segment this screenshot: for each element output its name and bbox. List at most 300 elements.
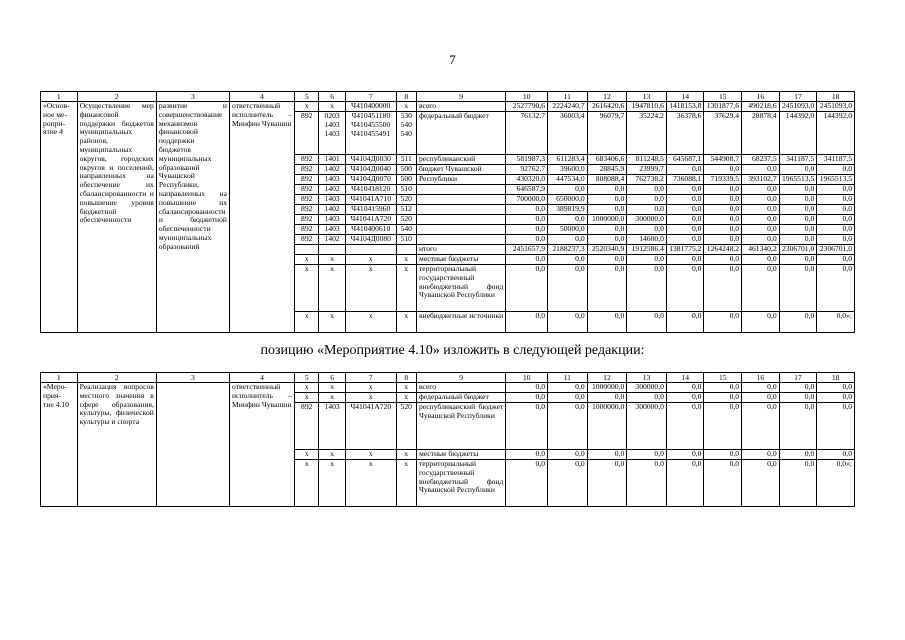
- amount-cell: 0,0: [704, 450, 742, 460]
- expense-type-code-cell: 500: [396, 175, 416, 185]
- amount-cell: 0,0: [704, 185, 742, 195]
- amount-cell: 393102,7: [742, 175, 780, 185]
- amount-cell: 0,0: [627, 255, 667, 265]
- amount-cell: 0,0: [779, 383, 817, 393]
- amount-cell: 0,0: [817, 403, 855, 450]
- section-code-cell: 0203 1403 1403: [319, 112, 345, 155]
- amount-cell: 36003,4: [548, 112, 588, 155]
- amount-cell: 1000000,0: [587, 215, 627, 225]
- amount-cell: 0,0: [779, 225, 817, 235]
- expense-type-code-cell: 520: [396, 403, 416, 450]
- target-item-code-cell: x: [345, 312, 396, 333]
- amount-cell: 0,0: [548, 215, 588, 225]
- column-number-row: [41, 92, 855, 102]
- responsible-executor-cell: ответственный исполнитель – Минфин Чувашии: [230, 383, 295, 507]
- amount-cell: 0,0: [627, 460, 667, 507]
- target-item-code-cell: Ч410451180 Ч410455500 Ч410455491: [345, 112, 396, 155]
- amount-cell: 389819,9: [548, 205, 588, 215]
- amount-cell: 0,0: [704, 225, 742, 235]
- expense-type-code-cell: 511: [396, 155, 416, 165]
- column-number: 3: [156, 92, 229, 102]
- amount-cell: 0,0: [779, 393, 817, 403]
- amount-cell: 0,0: [506, 383, 548, 393]
- amount-cell: 0,0: [704, 312, 742, 333]
- amount-cell: 0,0: [817, 255, 855, 265]
- amount-cell: 0,0: [666, 460, 704, 507]
- column-number: 17: [779, 373, 817, 383]
- column-number: 4: [230, 373, 295, 383]
- amount-cell: 0,0: [666, 312, 704, 333]
- amount-cell: 0,0: [548, 393, 588, 403]
- column-number: 9: [416, 92, 505, 102]
- amount-cell: 0,0: [627, 205, 667, 215]
- amount-cell: 1965513,5: [817, 175, 855, 185]
- amount-cell: 35224,2: [627, 112, 667, 155]
- funding-source-cell: федеральный бюджет: [416, 393, 505, 403]
- expense-type-code-cell: [396, 245, 416, 255]
- amount-cell: 0,0: [779, 460, 817, 507]
- amount-cell: 0,0: [548, 403, 588, 450]
- column-number: 11: [548, 92, 588, 102]
- amount-cell: 1301877,6: [704, 102, 742, 112]
- funding-source-cell: Республики: [416, 175, 505, 185]
- expense-type-code-cell: x: [396, 460, 416, 507]
- amount-cell: 0,0: [587, 460, 627, 507]
- amount-cell: 461340,2: [742, 245, 780, 255]
- column-number: 12: [587, 92, 627, 102]
- amount-cell: 2451093,0: [779, 102, 817, 112]
- amount-cell: 0,0: [779, 165, 817, 175]
- amount-cell: 0,0: [506, 235, 548, 245]
- column-number: 5: [295, 373, 319, 383]
- amount-cell: 0,0: [666, 185, 704, 195]
- amount-cell: 0,0: [548, 450, 588, 460]
- target-item-code-cell: Ч41041А720: [345, 403, 396, 450]
- target-item-code-cell: Ч410415960: [345, 205, 396, 215]
- amount-cell: 0,0: [704, 165, 742, 175]
- target-item-code-cell: Ч4104Д0070: [345, 175, 396, 185]
- amount-cell: 581987,3: [506, 155, 548, 165]
- amount-cell: 0,0: [742, 205, 780, 215]
- grbs-code-cell: 892: [295, 235, 319, 245]
- amount-cell: 23999,7: [627, 165, 667, 175]
- amount-cell: 144392,0: [817, 112, 855, 155]
- amount-cell: 0,0: [666, 225, 704, 235]
- column-number: 3: [156, 373, 229, 383]
- amount-cell: 76132,7: [506, 112, 548, 155]
- amount-cell: 0,0: [627, 312, 667, 333]
- amount-cell: 144392,0: [779, 112, 817, 155]
- amount-cell: 0,0: [817, 225, 855, 235]
- amount-cell: 0,0: [506, 393, 548, 403]
- section-code-cell: 1403: [319, 195, 345, 205]
- section-code-cell: x: [319, 383, 345, 393]
- section-code-cell: 1402: [319, 235, 345, 245]
- section-code-cell: 1403: [319, 403, 345, 450]
- funding-source-cell: итого: [416, 245, 505, 255]
- amount-cell: 0,0: [548, 265, 588, 312]
- amount-cell: 1418153,8: [666, 102, 704, 112]
- funding-source-cell: всего: [416, 383, 505, 393]
- expense-type-code-cell: 520: [396, 195, 416, 205]
- target-item-code-cell: x: [345, 450, 396, 460]
- responsible-executor-cell: ответственный исполнитель – Минфин Чувашии: [230, 102, 295, 333]
- expense-type-code-cell: 510: [396, 185, 416, 195]
- amount-cell: 0,0: [666, 393, 704, 403]
- grbs-code-cell: 892: [295, 155, 319, 165]
- grbs-code-cell: 892: [295, 205, 319, 215]
- grbs-code-cell: 892: [295, 215, 319, 225]
- amount-cell: 0,0: [548, 255, 588, 265]
- activity-name-cell: Осуществление мер финансовой поддержки бюджетов муниципальных районов, муниципальных округов, городских округов и поселений, направленных на обеспечение их сбалансированности и повышение уровня бюджетной обеспеченности: [77, 102, 156, 333]
- amount-cell: 0,0: [587, 265, 627, 312]
- amount-cell: 2306701,0: [779, 245, 817, 255]
- column-number: 17: [779, 92, 817, 102]
- table-row: [41, 102, 855, 112]
- column-number: 10: [506, 373, 548, 383]
- expense-type-code-cell: x: [396, 265, 416, 312]
- amount-cell: 92762,7: [506, 165, 548, 175]
- amount-cell: 0,0: [506, 205, 548, 215]
- amount-cell: 0,0: [817, 185, 855, 195]
- amount-cell: 0,0: [779, 185, 817, 195]
- amount-cell: 50000,0: [548, 225, 588, 235]
- amount-cell: 39600,0: [548, 165, 588, 175]
- section-code-cell: 1402: [319, 205, 345, 215]
- amount-cell: 0,0: [666, 383, 704, 393]
- amount-cell: 1381775,2: [666, 245, 704, 255]
- column-number: 1: [41, 92, 78, 102]
- column-number: 12: [587, 373, 627, 383]
- amount-cell: 0,0: [506, 255, 548, 265]
- target-item-code-cell: x: [345, 460, 396, 507]
- activity-4-10-table: [40, 372, 855, 507]
- amount-cell: 0,0: [627, 195, 667, 205]
- section-code-cell: x: [319, 265, 345, 312]
- grbs-code-cell: 892: [295, 112, 319, 155]
- amount-cell: 2224240,7: [548, 102, 588, 112]
- funding-source-cell: [416, 225, 505, 235]
- amount-cell: 0,0: [779, 215, 817, 225]
- section-code-cell: x: [319, 102, 345, 112]
- column-number: 16: [742, 92, 780, 102]
- funding-source-cell: [416, 185, 505, 195]
- amount-cell: 0,0: [704, 460, 742, 507]
- amount-cell: 2527790,6: [506, 102, 548, 112]
- amount-cell: 0,0: [506, 215, 548, 225]
- column-number-row: [41, 373, 855, 383]
- column-number: 16: [742, 373, 780, 383]
- funding-source-cell: республиканский бюджет Чувашской Республики: [416, 403, 505, 450]
- amount-cell: 0,0: [587, 185, 627, 195]
- amount-cell: 1912586,4: [627, 245, 667, 255]
- amount-cell: 2520340,9: [587, 245, 627, 255]
- funding-source-cell: всего: [416, 102, 505, 112]
- column-number: 14: [666, 92, 704, 102]
- column-number: 6: [319, 92, 345, 102]
- amount-cell: 0,0: [666, 195, 704, 205]
- amount-cell: 0,0: [666, 205, 704, 215]
- amount-cell: 0,0: [666, 403, 704, 450]
- amount-cell: 0,0: [817, 393, 855, 403]
- section-code-cell: 1401: [319, 155, 345, 165]
- funding-source-cell: [416, 215, 505, 225]
- funding-source-cell: федеральный бюджет: [416, 112, 505, 155]
- amount-cell: 0,0: [548, 312, 588, 333]
- amount-cell: 0,0: [742, 460, 780, 507]
- expense-type-code-cell: x: [396, 450, 416, 460]
- column-number: 15: [704, 92, 742, 102]
- amount-cell: 0,0: [506, 403, 548, 450]
- amount-cell: 0,0: [704, 195, 742, 205]
- amount-cell: 0,0: [548, 383, 588, 393]
- amount-cell: 0,0: [587, 312, 627, 333]
- amount-cell: 0,0: [779, 255, 817, 265]
- amount-cell: 0,0: [704, 265, 742, 312]
- amount-cell: 0,0: [742, 312, 780, 333]
- funding-source-cell: республиканский: [416, 155, 505, 165]
- grbs-code-cell: x: [295, 460, 319, 507]
- amount-cell: 0,0: [742, 383, 780, 393]
- target-item-code-cell: Ч41041А710: [345, 195, 396, 205]
- expense-type-code-cell: 520: [396, 215, 416, 225]
- expense-type-code-cell: x: [396, 312, 416, 333]
- column-number: 2: [77, 92, 156, 102]
- amount-cell: 0,0: [779, 195, 817, 205]
- amount-cell: 762738,2: [627, 175, 667, 185]
- amount-cell: 646587,9: [506, 185, 548, 195]
- amount-cell: 0,0: [779, 450, 817, 460]
- target-item-code-cell: Ч41041А720: [345, 215, 396, 225]
- amount-cell: 0,0: [627, 265, 667, 312]
- amount-cell: 650000,0: [548, 195, 588, 205]
- amount-cell: 0,0: [587, 450, 627, 460]
- expense-type-code-cell: x: [396, 393, 416, 403]
- amount-cell: 0,0: [704, 255, 742, 265]
- target-item-code-cell: Ч4104Д0030: [345, 155, 396, 165]
- column-number: 10: [506, 92, 548, 102]
- column-number: 13: [627, 92, 667, 102]
- amount-cell: 811248,5: [627, 155, 667, 165]
- amount-cell: 645687,1: [666, 155, 704, 165]
- amount-cell: 0,0: [666, 235, 704, 245]
- amount-cell: 0,0: [666, 255, 704, 265]
- amount-cell: 14600,0: [627, 235, 667, 245]
- amount-cell: 0,0: [704, 403, 742, 450]
- amount-cell: 0,0: [587, 205, 627, 215]
- amount-cell: 0,0: [627, 185, 667, 195]
- amount-cell: 2451657,9: [506, 245, 548, 255]
- activity-code-cell: «Основ- ное ме- ропри- ятие 4: [41, 102, 78, 333]
- expense-type-code-cell: 512: [396, 205, 416, 215]
- amount-cell: 0,0: [587, 255, 627, 265]
- amount-cell: 0,0: [704, 383, 742, 393]
- amount-cell: 0,0: [742, 195, 780, 205]
- amount-cell: 300000,0: [627, 215, 667, 225]
- amount-cell: 0,0: [666, 265, 704, 312]
- amount-cell: 0,0: [817, 165, 855, 175]
- amount-cell: 0,0: [506, 225, 548, 235]
- column-number: 2: [77, 373, 156, 383]
- amount-cell: 700000,0: [506, 195, 548, 205]
- section-code-cell: [319, 245, 345, 255]
- section-code-cell: 1403: [319, 175, 345, 185]
- amount-cell: 2451093,0: [817, 102, 855, 112]
- section-code-cell: 1402: [319, 185, 345, 195]
- funding-source-cell: местные бюджеты: [416, 450, 505, 460]
- amendment-instruction: позицию «Мероприятие 4.10» изложить в следующей редакции:: [260, 343, 645, 358]
- column-number: 13: [627, 373, 667, 383]
- section-code-cell: x: [319, 460, 345, 507]
- amount-cell: 2306701,0: [817, 245, 855, 255]
- column-number: 15: [704, 373, 742, 383]
- column-number: 18: [817, 92, 855, 102]
- section-code-cell: x: [319, 255, 345, 265]
- grbs-code-cell: [295, 245, 319, 255]
- grbs-code-cell: 892: [295, 175, 319, 185]
- amount-cell: 0,0: [587, 225, 627, 235]
- amount-cell: 0,0: [817, 265, 855, 312]
- amount-cell: 808088,4: [587, 175, 627, 185]
- amount-cell: 736088,1: [666, 175, 704, 185]
- amount-cell: 0,0: [779, 235, 817, 245]
- funding-source-cell: территориальный государственный внебюджетный фонд Чувашской Республики: [416, 460, 505, 507]
- grbs-code-cell: x: [295, 312, 319, 333]
- amount-cell: 0,0: [817, 205, 855, 215]
- amount-cell: 0,0: [666, 165, 704, 175]
- grbs-code-cell: x: [295, 255, 319, 265]
- amount-cell: 1965513,5: [779, 175, 817, 185]
- grbs-code-cell: x: [295, 265, 319, 312]
- amount-cell: 0,0: [666, 450, 704, 460]
- activity-goal-cell: развитие и совершенствование механизмов финансовой поддержки бюджетов муниципальных образований Чувашской Республики, направленных на повышение их сбалансированности и бюджетной обеспеченности муниципальных образований: [156, 102, 229, 333]
- amount-cell: 0,0: [779, 312, 817, 333]
- expense-type-code-cell: 540: [396, 225, 416, 235]
- grbs-code-cell: 892: [295, 403, 319, 450]
- target-item-code-cell: x: [345, 265, 396, 312]
- amount-cell: 68237,5: [742, 155, 780, 165]
- amount-cell: 341187,5: [779, 155, 817, 165]
- amount-cell: 0,0: [506, 312, 548, 333]
- funding-source-cell: бюджет Чувашской: [416, 165, 505, 175]
- amount-cell: 0,0: [506, 450, 548, 460]
- amount-cell: 0,0: [627, 393, 667, 403]
- section-code-cell: x: [319, 393, 345, 403]
- amount-cell: 0,0: [742, 235, 780, 245]
- amount-cell: 0,0: [742, 255, 780, 265]
- funding-source-cell: территориальный государственный внебюджетный фонд Чувашской Республики: [416, 265, 505, 312]
- target-item-code-cell: Ч4104Д0080: [345, 235, 396, 245]
- amount-cell: 0,0: [742, 165, 780, 175]
- amount-cell: 0,0: [627, 450, 667, 460]
- funding-source-cell: местные бюджеты: [416, 255, 505, 265]
- amount-cell: 0,0: [704, 215, 742, 225]
- amount-cell: 0,0: [779, 403, 817, 450]
- activity-name-cell: Реализация вопросов местного значения в сфере образования, культуры, физической культуры и спорта: [77, 383, 156, 507]
- grbs-code-cell: x: [295, 383, 319, 393]
- section-code-cell: 1403: [319, 215, 345, 225]
- target-item-code-cell: Ч410400000: [345, 102, 396, 112]
- column-number: 8: [396, 373, 416, 383]
- amount-cell: 1000000,0: [587, 403, 627, 450]
- target-item-code-cell: Ч410418120: [345, 185, 396, 195]
- amount-cell: 1264248,2: [704, 245, 742, 255]
- amount-cell: 0,0: [779, 265, 817, 312]
- amount-cell: 37629,4: [704, 112, 742, 155]
- amount-cell: 0,0: [506, 265, 548, 312]
- column-number: 7: [345, 373, 396, 383]
- amount-cell: 28878,4: [742, 112, 780, 155]
- column-number: 9: [416, 373, 505, 383]
- grbs-code-cell: 892: [295, 185, 319, 195]
- amount-cell: 0,0: [742, 403, 780, 450]
- activity-goal-cell: [156, 383, 229, 507]
- amount-cell: 0,0: [548, 185, 588, 195]
- expense-type-code-cell: x: [396, 383, 416, 393]
- amount-cell: 300000,0: [627, 403, 667, 450]
- amount-cell: 0,0: [587, 235, 627, 245]
- grbs-code-cell: 892: [295, 165, 319, 175]
- target-item-code-cell: x: [345, 393, 396, 403]
- amount-cell: 0,0: [666, 215, 704, 225]
- amount-cell: 0,0: [548, 235, 588, 245]
- column-number: 5: [295, 92, 319, 102]
- amount-cell: 447534,0: [548, 175, 588, 185]
- section-code-cell: 1403: [319, 225, 345, 235]
- amount-cell: 544908,7: [704, 155, 742, 165]
- amount-cell: 0,0: [817, 215, 855, 225]
- amount-cell: 0,0: [587, 195, 627, 205]
- amount-cell: 0,0: [779, 205, 817, 215]
- column-number: 18: [817, 373, 855, 383]
- main-activity-4-table: [40, 91, 855, 333]
- amount-cell: 0,0: [587, 393, 627, 403]
- grbs-code-cell: x: [295, 102, 319, 112]
- amount-cell: 0,0»;: [817, 460, 855, 507]
- column-number: 4: [230, 92, 295, 102]
- funding-source-cell: внебюджетные источники: [416, 312, 505, 333]
- amount-cell: 490218,6: [742, 102, 780, 112]
- target-item-code-cell: [345, 245, 396, 255]
- amount-cell: 300000,0: [627, 383, 667, 393]
- column-number: 11: [548, 373, 588, 383]
- amount-cell: 719339,5: [704, 175, 742, 185]
- funding-source-cell: [416, 235, 505, 245]
- amount-cell: 36378,6: [666, 112, 704, 155]
- grbs-code-cell: 892: [295, 225, 319, 235]
- expense-type-code-cell: x: [396, 255, 416, 265]
- target-item-code-cell: Ч410400610: [345, 225, 396, 235]
- target-item-code-cell: x: [345, 255, 396, 265]
- expense-type-code-cell: 510: [396, 235, 416, 245]
- activity-code-cell: «Меро- прия- тие 4.10: [41, 383, 78, 507]
- section-code-cell: x: [319, 450, 345, 460]
- amount-cell: 341187,5: [817, 155, 855, 165]
- column-number: 8: [396, 92, 416, 102]
- amount-cell: 611283,4: [548, 155, 588, 165]
- amount-cell: 0,0: [704, 235, 742, 245]
- amount-cell: 0,0: [506, 460, 548, 507]
- amount-cell: 0,0»;: [817, 312, 855, 333]
- amount-cell: 0,0: [704, 205, 742, 215]
- amount-cell: 0,0: [627, 225, 667, 235]
- funding-source-cell: [416, 195, 505, 205]
- amount-cell: 0,0: [742, 393, 780, 403]
- section-code-cell: x: [319, 312, 345, 333]
- amount-cell: 0,0: [817, 195, 855, 205]
- grbs-code-cell: x: [295, 393, 319, 403]
- table-row: [41, 383, 855, 393]
